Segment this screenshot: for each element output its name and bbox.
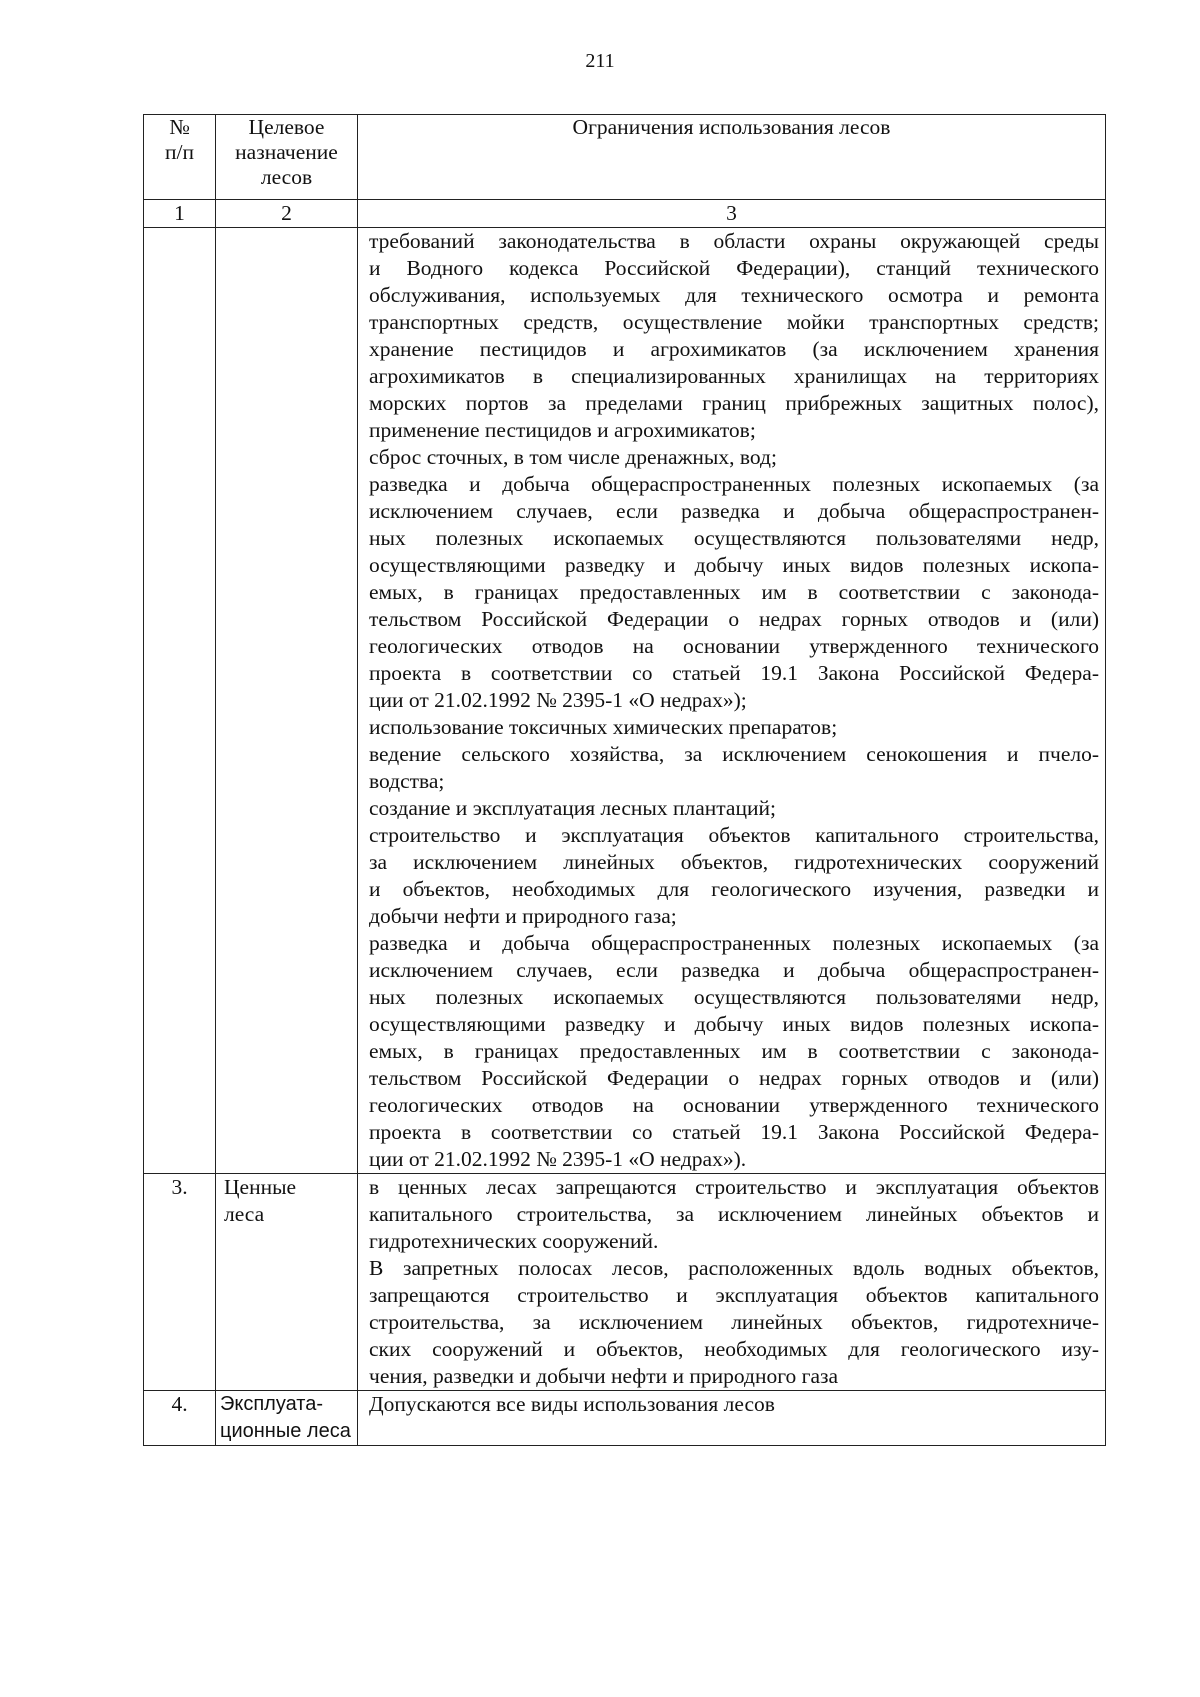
text-line: проекта в соответствии со статьей 19.1 Закона Российской Федера-	[369, 1120, 1099, 1144]
column-number: 2	[216, 200, 358, 228]
text-line: запрещаются строительство и эксплуатация объектов капитального	[369, 1283, 1099, 1307]
table-row	[144, 1174, 1106, 1391]
header-number: № п/п	[144, 115, 216, 200]
text-line: исключением случаев, если разведка и добыча общераспространен-	[369, 499, 1099, 523]
table-header-row	[144, 115, 1106, 200]
text-line: геологических отводов на основании утвержденного технического	[369, 1093, 1099, 1117]
text-line: использование токсичных химических препаратов;	[369, 715, 838, 739]
row-purpose: Ценные леса	[216, 1174, 358, 1391]
forest-restrictions-table	[143, 114, 1106, 1446]
text-line: строительство и эксплуатация объектов капитального строительства,	[369, 823, 1099, 847]
row-number: 4.	[144, 1391, 216, 1446]
text-line: ных полезных ископаемых осуществляются пользователями недр,	[369, 526, 1099, 550]
text-line: сброс сточных, в том числе дренажных, вод;	[369, 445, 777, 469]
text-line: разведка и добыча общераспространенных полезных ископаемых (за	[369, 472, 1099, 496]
text-line: требований законодательства в области охраны окружающей среды	[369, 229, 1099, 253]
text-line: тельством Российской Федерации о недрах горных отводов и (или)	[369, 607, 1099, 631]
column-number-row	[144, 200, 1106, 228]
text-line: в ценных лесах запрещаются строительство и эксплуатация объектов	[369, 1175, 1099, 1199]
text-line: гидротехнических сооружений.	[369, 1229, 659, 1253]
text-line: исключением случаев, если разведка и добыча общераспространен-	[369, 958, 1099, 982]
text-line: ведение сельского хозяйства, за исключением сенокошения и пчело-	[369, 742, 1099, 766]
header-purpose: Целевое назначение лесов	[216, 115, 358, 200]
text-line: и объектов, необходимых для геологического изучения, разведки и	[369, 877, 1099, 901]
row-purpose: Эксплуата- ционные леса	[216, 1391, 358, 1446]
text-line: добычи нефти и природного газа;	[369, 904, 677, 928]
text-line: применение пестицидов и агрохимикатов;	[369, 418, 756, 442]
text-line: В запретных полосах лесов, расположенных вдоль водных объектов,	[369, 1256, 1099, 1280]
text-line: геологических отводов на основании утвержденного технического	[369, 634, 1099, 658]
row-number	[144, 228, 216, 1174]
text-line: транспортных средств, осуществление мойки транспортных средств;	[369, 310, 1099, 334]
page-number: 211	[585, 50, 615, 72]
column-number: 1	[144, 200, 216, 228]
text-line: создание и эксплуатация лесных плантаций;	[369, 796, 776, 820]
text-line: Допускаются все виды использования лесов	[369, 1392, 775, 1416]
text-line: капитального строительства, за исключением линейных объектов и	[369, 1202, 1099, 1226]
text-line: агрохимикатов в специализированных хранилищах на территориях	[369, 364, 1099, 388]
text-line: ции от 21.02.1992 № 2395-1 «О недрах»);	[369, 688, 747, 712]
text-line: проекта в соответствии со статьей 19.1 Закона Российской Федера-	[369, 661, 1099, 685]
text-line: ции от 21.02.1992 № 2395-1 «О недрах»).	[369, 1147, 747, 1171]
text-line: ских сооружений и объектов, необходимых для геологического изу-	[369, 1337, 1099, 1361]
row-purpose	[216, 228, 358, 1174]
text-line: хранение пестицидов и агрохимикатов (за исключением хранения	[369, 337, 1099, 361]
text-line: водства;	[369, 769, 445, 793]
row-restrictions	[358, 1391, 1106, 1446]
row-restrictions	[358, 228, 1106, 1174]
text-line: осуществляющими разведку и добычу иных видов полезных ископа-	[369, 1012, 1099, 1036]
text-line: за исключением линейных объектов, гидротехнических сооружений	[369, 850, 1099, 874]
text-line: емых, в границах предоставленных им в соответствии с законода-	[369, 1039, 1099, 1063]
text-line: разведка и добыча общераспространенных полезных ископаемых (за	[369, 931, 1099, 955]
text-line: тельством Российской Федерации о недрах горных отводов и (или)	[369, 1066, 1099, 1090]
text-line: обслуживания, используемых для технического осмотра и ремонта	[369, 283, 1099, 307]
row-restrictions	[358, 1174, 1106, 1391]
row-number: 3.	[144, 1174, 216, 1391]
table-row	[144, 1391, 1106, 1446]
text-line: осуществляющими разведку и добычу иных видов полезных ископа-	[369, 553, 1099, 577]
header-restrictions: Ограничения использования лесов	[358, 115, 1106, 200]
text-line: и Водного кодекса Российской Федерации), станций технического	[369, 256, 1099, 280]
text-line: ных полезных ископаемых осуществляются пользователями недр,	[369, 985, 1099, 1009]
text-line: чения, разведки и добычи нефти и природного газа	[369, 1364, 839, 1388]
text-line: строительства, за исключением линейных объектов, гидротехниче-	[369, 1310, 1099, 1334]
text-line: емых, в границах предоставленных им в соответствии с законода-	[369, 580, 1099, 604]
table-row	[144, 228, 1106, 1174]
column-number: 3	[358, 200, 1106, 228]
text-line: морских портов за пределами границ прибрежных защитных полос),	[369, 391, 1099, 415]
